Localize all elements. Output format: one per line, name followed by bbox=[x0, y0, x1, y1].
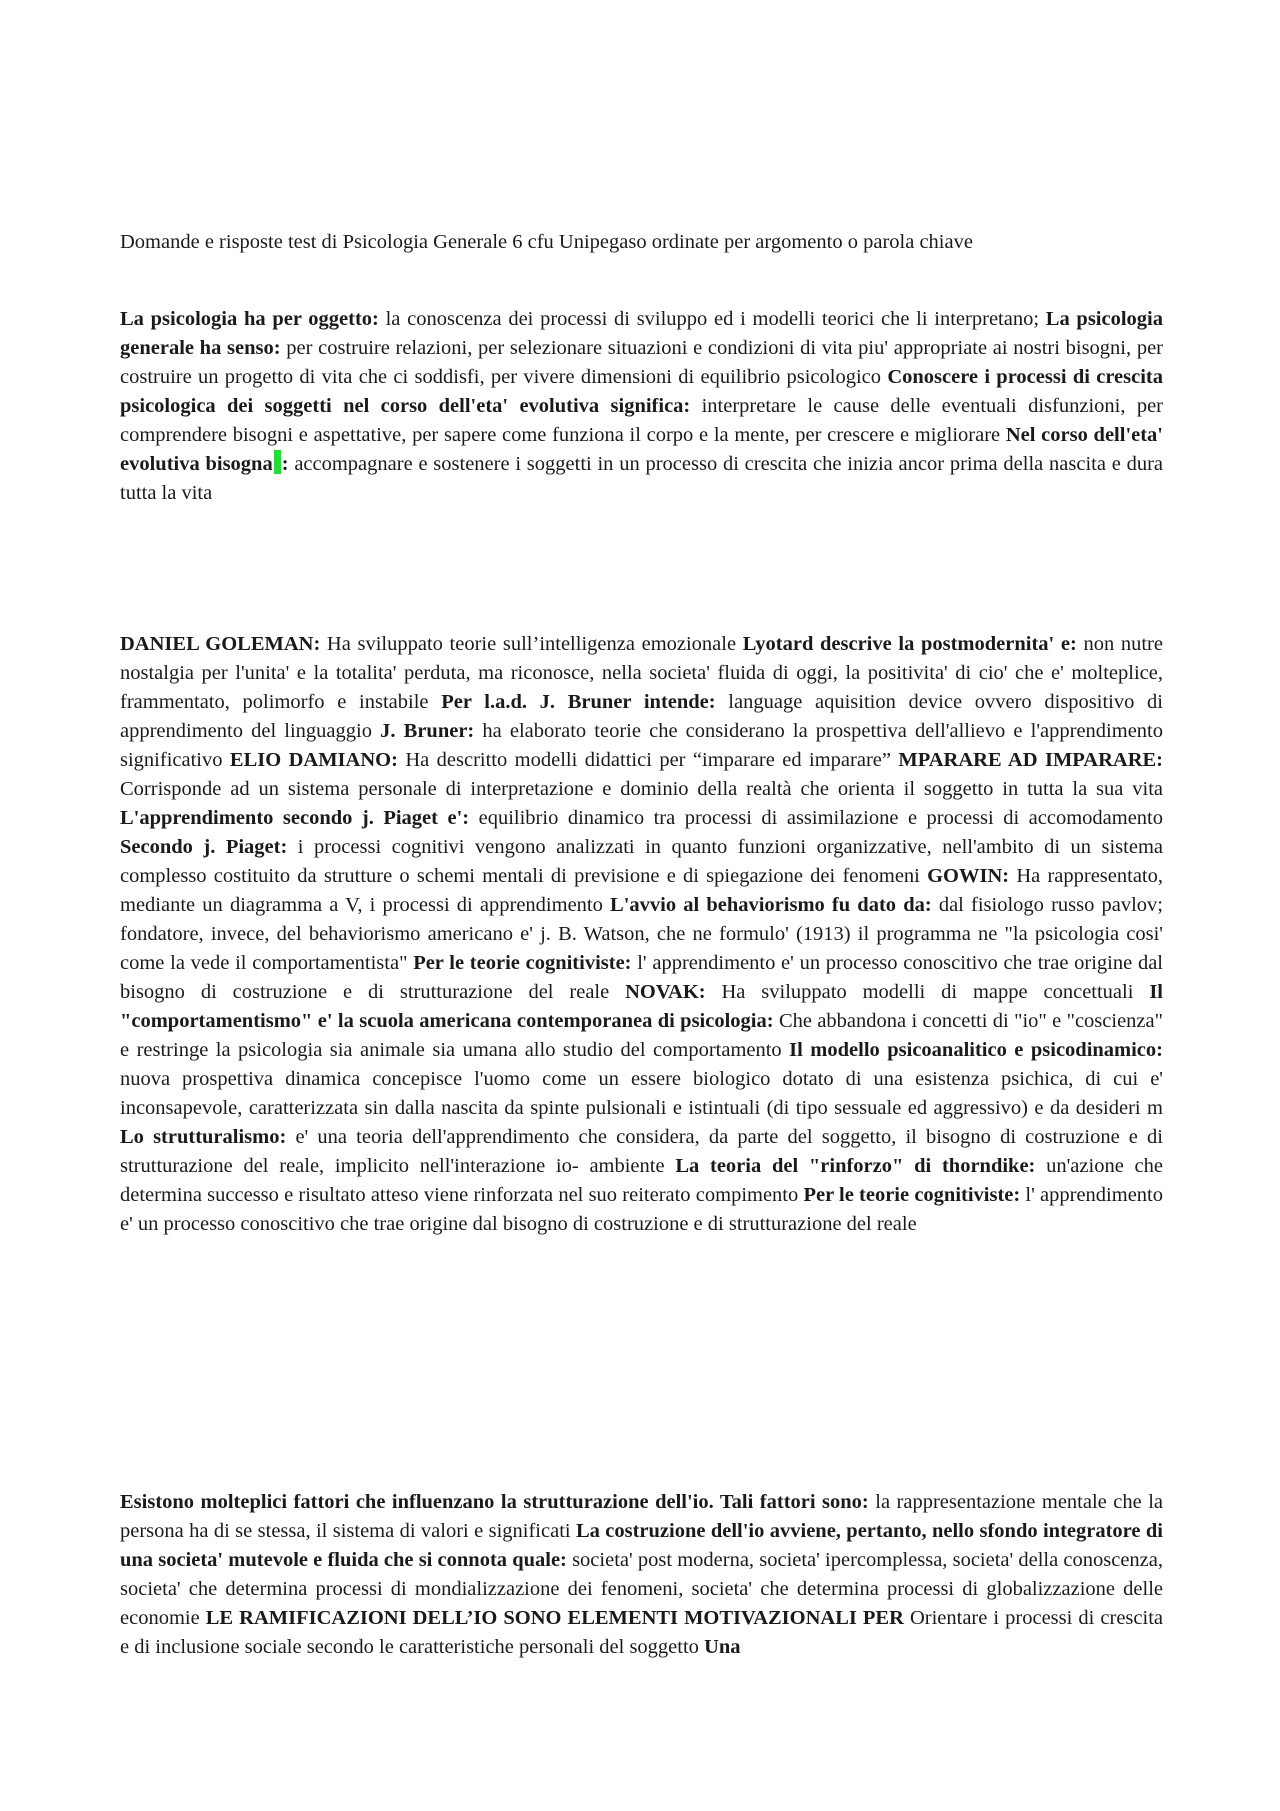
paragraph-1 bbox=[120, 305, 1163, 508]
answer-text: Orientare i processi di crescita e di inclusione sociale secondo le caratteristiche personali del soggetto bbox=[120, 1607, 1163, 1658]
answer-text: language aquisition device ovvero dispositivo di apprendimento del linguaggio bbox=[120, 691, 1164, 742]
keyword-term: LE RAMIFICAZIONI DELL’IO SONO ELEMENTI MOTIVAZIONALI PER bbox=[205, 1607, 904, 1629]
keyword-term: Nel corso dell'eta' evolutiva bisogna bbox=[120, 424, 1164, 475]
keyword-term: Conoscere i processi di crescita psicologica dei soggetti nel corso dell'eta' evolutiva significa: bbox=[120, 366, 1163, 417]
keyword-term: Esistono molteplici fattori che influenzano la strutturazione dell'io. Tali fattori sono: bbox=[120, 1491, 869, 1513]
keyword-term: DANIEL GOLEMAN: bbox=[120, 633, 321, 655]
answer-text: la rappresentazione mentale che la persona ha di se stessa, il sistema di valori e significati bbox=[120, 1491, 1163, 1542]
text-cursor-highlight bbox=[274, 450, 281, 474]
answer-text: un'azione che determina successo e risultato atteso viene rinforzata nel suo reiterato compimento bbox=[120, 1155, 1163, 1206]
answer-text: ha elaborato teorie che considerano la prospettiva dell'allievo e l'apprendimento significativo bbox=[120, 720, 1163, 771]
answer-text: Che abbandona i concetti di "io" e "coscienza" e restringe la psicologia sia animale sia umana allo studio del comportamento bbox=[120, 1010, 1163, 1061]
answer-text: non nutre nostalgia per l'unita' e la totalita' perduta, ma riconosce, nella societa' fluida di oggi, la positivita' di cio' che e' molteplice, frammentato, polimorfo e instabile bbox=[120, 633, 1163, 713]
answer-text: Ha sviluppato modelli di mappe concettuali bbox=[705, 981, 1150, 1003]
answer-text: la conoscenza dei processi di sviluppo ed i modelli teorici che li interpretano; bbox=[378, 308, 1046, 330]
answer-text: e' una teoria dell'apprendimento che considera, da parte del soggetto, il bisogno di costruzione e di strutturazione del reale, implicito nell'interazione io- ambiente bbox=[120, 1126, 1164, 1177]
answer-text: equilibrio dinamico tra processi di assimilazione e processi di accomodamento bbox=[469, 807, 1163, 829]
answer-text: Ha sviluppato teorie sull’intelligenza emozionale bbox=[320, 633, 743, 655]
keyword-term: La psicologia ha per oggetto: bbox=[120, 308, 379, 330]
answer-text: accompagnare e sostenere i soggetti in un processo di crescita che inizia ancor prima della nascita e dura tutta la vita bbox=[120, 453, 1163, 504]
keyword-term: L'avvio al behaviorismo fu dato da: bbox=[610, 894, 932, 916]
answer-text: Corrisponde ad un sistema personale di interpretazione e dominio della realtà che orienta il soggetto in tutta la sua vita bbox=[120, 778, 1163, 800]
answer-text: Ha rappresentato, mediante un diagramma a V, i processi di apprendimento bbox=[120, 865, 1163, 916]
answer-text: i processi cognitivi vengono analizzati in quanto funzioni organizzative, nell'ambito di un sistema complesso costituito da strutture o schemi mentali di previsione e di spiegazione dei fenomeni bbox=[120, 836, 1163, 887]
keyword-term: La psicologia generale ha senso: bbox=[120, 308, 1163, 359]
keyword-term: MPARARE AD IMPARARE: bbox=[898, 749, 1164, 771]
keyword-term: La teoria del "rinforzo" di thorndike: bbox=[675, 1155, 1036, 1177]
answer-text: l' apprendimento e' un processo conoscitivo che trae origine dal bisogno di costruzione e di strutturazione del reale bbox=[120, 1184, 1163, 1235]
keyword-term: Il modello psicoanalitico e psicodinamico: bbox=[789, 1039, 1163, 1061]
keyword-term: Lo strutturalismo: bbox=[120, 1126, 287, 1148]
keyword-term: Secondo j. Piaget: bbox=[120, 836, 288, 858]
answer-text: interpretare le cause delle eventuali disfunzioni, per comprendere bisogni e aspettative, per sapere come funziona il corpo e la mente, per crescere e migliorare bbox=[120, 395, 1163, 446]
keyword-term: Per le teorie cognitiviste: bbox=[803, 1184, 1021, 1206]
answer-text: per costruire relazioni, per selezionare situazioni e condizioni di vita piu' appropriate ai nostri bisogni, per costruire un progetto di vita che ci soddisfi, per vivere dimensioni di equilibrio psicologico bbox=[120, 337, 1163, 388]
keyword-term: Lyotard descrive la postmodernita' e: bbox=[742, 633, 1077, 655]
keyword-term: Il "comportamentismo" e' la scuola americana contemporanea di psicologia: bbox=[120, 981, 1163, 1032]
answer-text: dal fisiologo russo pavlov; fondatore, invece, del behaviorismo americano e' j. B. Watson, che ne formulo' (1913) il programma ne "la psicologia cosi' come la vede il comportamentista" bbox=[120, 894, 1163, 974]
keyword-term: GOWIN: bbox=[927, 865, 1010, 887]
keyword-term: J. Bruner: bbox=[380, 720, 475, 742]
keyword-term: Per l.a.d. J. Bruner intende: bbox=[441, 691, 716, 713]
keyword-term: ELIO DAMIANO: bbox=[229, 749, 398, 771]
document-title: Domande e risposte test di Psicologia Generale 6 cfu Unipegaso ordinate per argomento o parola chiave bbox=[120, 231, 973, 253]
keyword-term: La costruzione dell'io avviene, pertanto, nello sfondo integratore di una societa' mutevole e fluida che si connota quale: bbox=[120, 1520, 1163, 1571]
keyword-term: : bbox=[281, 453, 289, 475]
paragraph-3 bbox=[120, 1488, 1163, 1662]
answer-text: l' apprendimento e' un processo conoscitivo che trae origine dal bisogno di costruzione e di strutturazione del reale bbox=[120, 952, 1163, 1003]
answer-text: nuova prospettiva dinamica concepisce l'uomo come un essere biologico dotato di una esistenza psichica, di cui e' inconsapevole, caratterizzata sin dalla nascita da spinte pulsionali e istintuali (di tipo sessuale ed aggressivo) e da desideri m bbox=[120, 1068, 1163, 1119]
paragraph-2 bbox=[120, 630, 1163, 1239]
answer-text: Ha descritto modelli didattici per “imparare ed imparare” bbox=[397, 749, 899, 771]
keyword-term: L'apprendimento secondo j. Piaget e': bbox=[120, 807, 470, 829]
keyword-term: Per le teorie cognitiviste: bbox=[413, 952, 632, 974]
keyword-term: Una bbox=[704, 1636, 741, 1658]
answer-text: societa' post moderna, societa' ipercomplessa, societa' della conoscenza, societa' che determina processi di mondializzazione dei fenomeni, societa' che determina processi di globalizzazione delle economie bbox=[120, 1549, 1164, 1629]
keyword-term: NOVAK: bbox=[625, 981, 706, 1003]
